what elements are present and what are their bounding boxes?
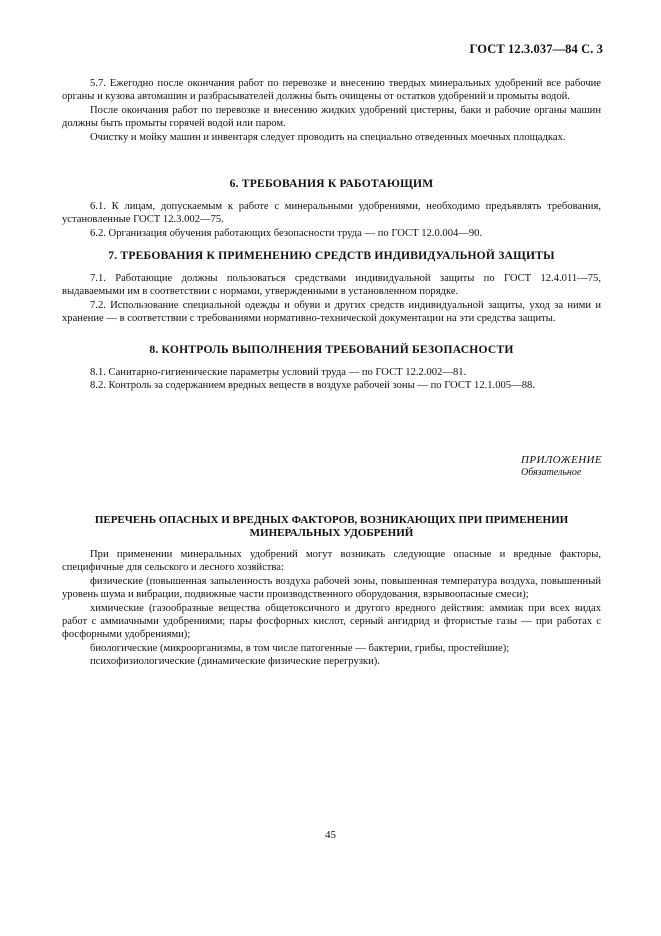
section-5-text	[62, 77, 601, 144]
section-7-heading: 7. ТРЕБОВАНИЯ К ПРИМЕНЕНИЮ СРЕДСТВ ИНДИВИДУАЛЬНОЙ ЗАЩИТЫ	[108, 249, 555, 262]
appendix-biological-factors: биологические (микроорганизмы, в том числе патогенные — бактерии, грибы, простейшие);	[90, 642, 510, 654]
appendix-chemical-factors: химические (газообразные вещества общетоксичного и другого вредного действия: аммиак при всех видах работ с аммиачными удобрениями; пары фосфорных кислот, серный ангидрид и фтористые газы — при работах с фосфорными удобрениями);	[62, 602, 601, 641]
appendix-status: Обязательное	[521, 467, 582, 478]
paragraph-5-7: 5.7. Ежегодно после окончания работ по перевозке и внесению твердых минеральных удобрений все рабочие органы и кузова автомашин и разбрасывателей должны быть очищены от остатков удобрений и промыты водой.	[62, 78, 601, 103]
appendix-label	[470, 454, 602, 479]
section-6	[62, 177, 601, 240]
section-8	[62, 343, 601, 393]
appendix-body	[62, 548, 601, 669]
paragraph-6-1: 6.1. К лицам, допускаемым к работе с минеральными удобрениями, необходимо предъявлять требования, установленные ГОСТ 12.3.002—75.	[62, 201, 601, 226]
paragraph-6-2: 6.2. Организация обучения работающих безопасности труда — по ГОСТ 12.0.004—90.	[90, 227, 483, 239]
appendix-heading-line-2: МИНЕРАЛЬНЫХ УДОБРЕНИЙ	[249, 527, 414, 539]
paragraph-8-2: 8.2. Контроль за содержанием вредных веществ в воздухе рабочей зоны — по ГОСТ 12.1.005—88.	[90, 380, 535, 392]
appendix-heading-line-1: ПЕРЕЧЕНЬ ОПАСНЫХ И ВРЕДНЫХ ФАКТОРОВ, ВОЗНИКАЮЩИХ ПРИ ПРИМЕНЕНИИ	[94, 514, 569, 526]
appendix-psychophysiological-factors: психофизиологические (динамические физические перегрузки).	[90, 656, 380, 668]
page-number: 45	[325, 829, 336, 841]
appendix-physical-factors: физические (повышенная запыленность воздуха рабочей зоны, повышенная температура воздуха, повышенный уровень шума и вибрации, подвижные части производственного оборудования, взрывоопасные смеси);	[62, 575, 601, 601]
section-8-heading: 8. КОНТРОЛЬ ВЫПОЛНЕНИЯ ТРЕБОВАНИЙ БЕЗОПАСНОСТИ	[149, 343, 514, 356]
paragraph-7-2: 7.2. Использование специальной одежды и обуви и других средств индивидуальной защиты, уход за ними и хранение — в соответствии с требованиями нормативно-технической документации на эти средства защиты.	[62, 299, 601, 325]
section-6-heading: 6. ТРЕБОВАНИЯ К РАБОТАЮЩИМ	[229, 177, 434, 190]
appendix-title: ПРИЛОЖЕНИЕ	[521, 454, 602, 466]
paragraph-8-1: 8.1. Санитарно-гигиенические параметры условий труда — по ГОСТ 12.2.002—81.	[90, 367, 467, 378]
paragraph-5-7-liquid: После окончания работ по перевозке и внесению жидких удобрений цистерны, баки и рабочие органы машин должны быть промыты горячей водой или паром.	[62, 104, 601, 130]
page-header: ГОСТ 12.3.037—84 С. 3	[469, 42, 603, 56]
appendix-intro: При применении минеральных удобрений могут возникать следующие опасные и вредные факторы, специфичные для сельского и лесного хозяйства:	[62, 549, 601, 574]
section-7	[62, 249, 601, 326]
appendix-heading	[62, 514, 601, 540]
paragraph-5-7-cleaning: Очистку и мойку машин и инвентаря следует проводить на специально отведенных моечных площадках.	[90, 131, 566, 143]
paragraph-7-1: 7.1. Работающие должны пользоваться средствами индивидуальной защиты по ГОСТ 12.4.011—75, выдаваемыми им в соответствии с нормами, утвержденными в установленном порядке.	[62, 273, 601, 298]
